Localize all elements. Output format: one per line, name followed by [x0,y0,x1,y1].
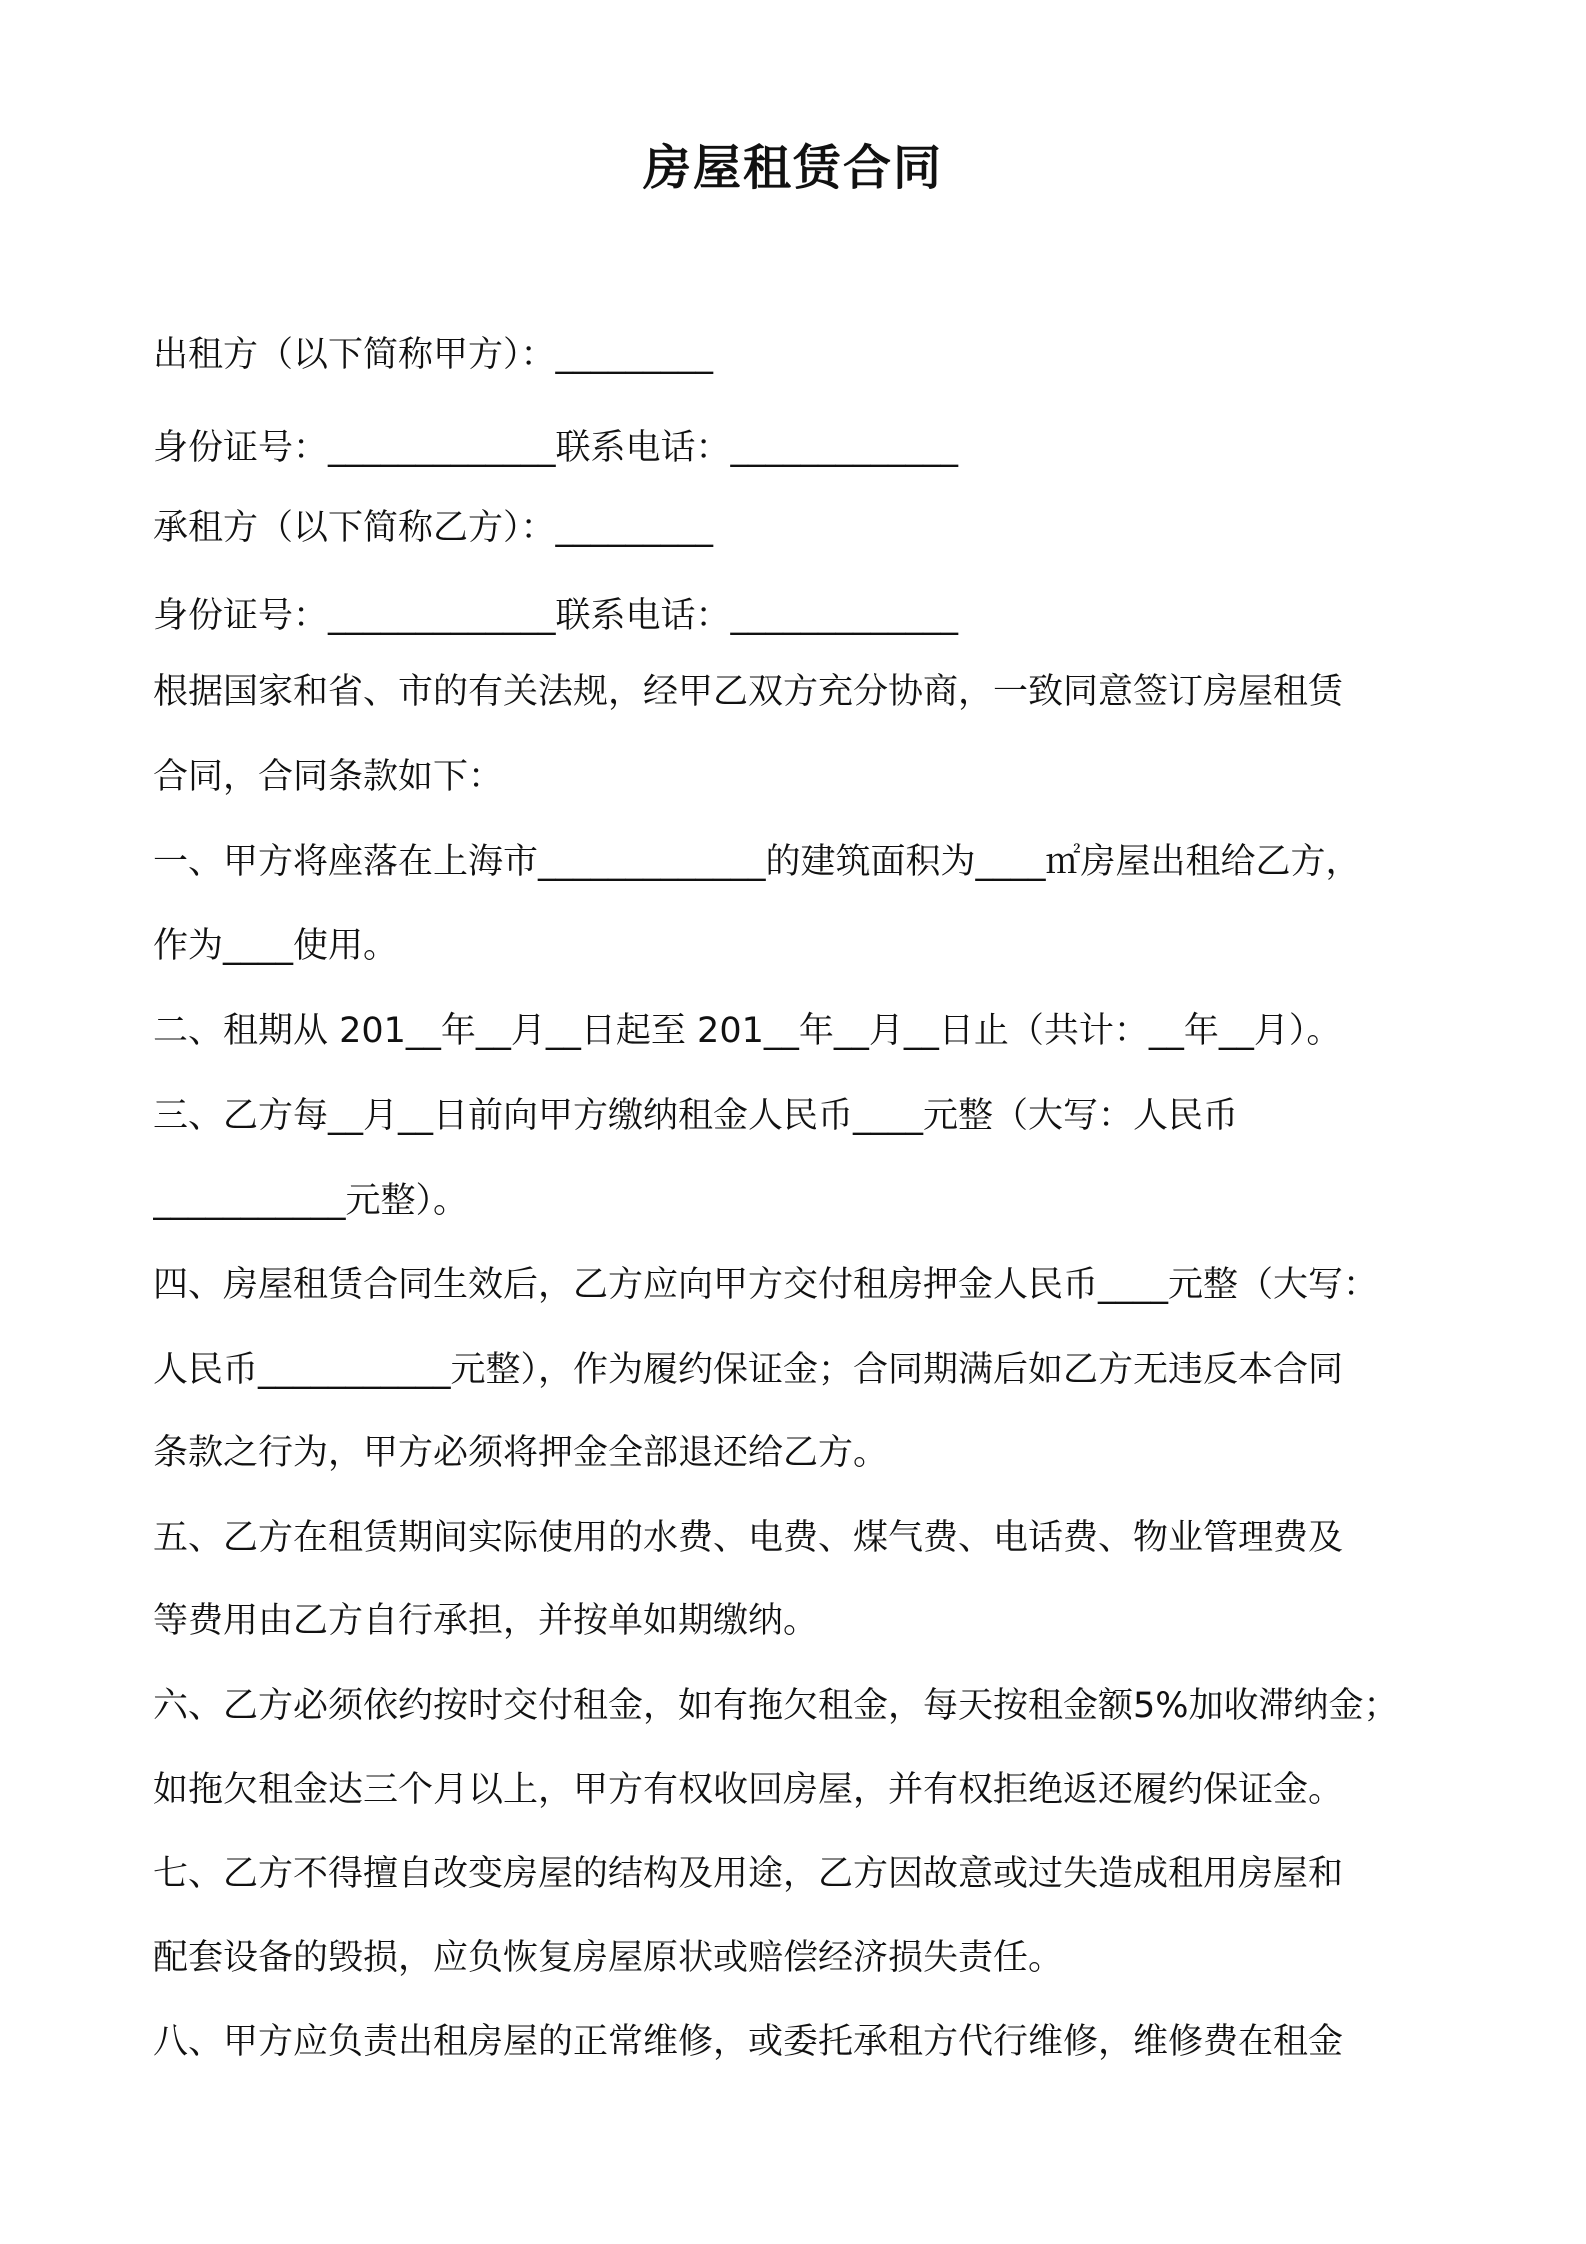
lessor-id-phone-line: 身份证号：_____________联系电话：_____________ [153,428,959,468]
clause-2-line-1: 二、租期从 201__年__月__日起至 201__年__月__日止（共计：__年__月）。 [153,1011,1342,1051]
lessee-line: 承租方（以下简称乙方）：_________ [153,508,714,548]
lessor-line: 出租方（以下简称甲方）：_________ [153,335,714,375]
preamble-line-1: 根据国家和省、市的有关法规，经甲乙双方充分协商，一致同意签订房屋租赁 [153,672,1344,712]
clause-1-line-2: 作为____使用。 [153,926,399,966]
clause-6-line-2: 如拖欠租金达三个月以上，甲方有权收回房屋，并有权拒绝返还履约保证金。 [153,1770,1344,1810]
clause-3-line-1: 三、乙方每__月__日前向甲方缴纳租金人民币____元整（大写：人民币 [153,1096,1239,1136]
clause-3-line-2: ___________元整）。 [153,1181,469,1221]
lessee-id-phone-line: 身份证号：_____________联系电话：_____________ [153,596,959,636]
clause-4-line-3: 条款之行为，甲方必须将押金全部退还给乙方。 [153,1433,889,1473]
clause-7-line-2: 配套设备的毁损，应负恢复房屋原状或赔偿经济损失责任。 [153,1938,1064,1978]
preamble-line-2: 合同，合同条款如下： [153,757,504,797]
clause-4-line-2: 人民币___________元整），作为履约保证金；合同期满后如乙方无违反本合同 [153,1350,1344,1390]
clause-5-line-2: 等费用由乙方自行承担，并按单如期缴纳。 [153,1601,819,1641]
clause-6-line-1: 六、乙方必须依约按时交付租金，如有拖欠租金，每天按租金额5%加收滞纳金； [153,1686,1399,1726]
clause-7-line-1: 七、乙方不得擅自改变房屋的结构及用途，乙方因故意或过失造成租用房屋和 [153,1854,1344,1894]
clause-4-line-1: 四、房屋租赁合同生效后，乙方应向甲方交付租房押金人民币____元整（大写： [153,1265,1379,1305]
clause-5-line-1: 五、乙方在租赁期间实际使用的水费、电费、煤气费、电话费、物业管理费及 [153,1518,1344,1558]
document-title: 房屋租赁合同 [642,140,943,196]
clause-1-line-1: 一、甲方将座落在上海市_____________的建筑面积为____㎡房屋出租给乙方， [153,842,1361,882]
clause-8-line-1: 八、甲方应负责出租房屋的正常维修，或委托承租方代行维修，维修费在租金 [153,2022,1344,2062]
